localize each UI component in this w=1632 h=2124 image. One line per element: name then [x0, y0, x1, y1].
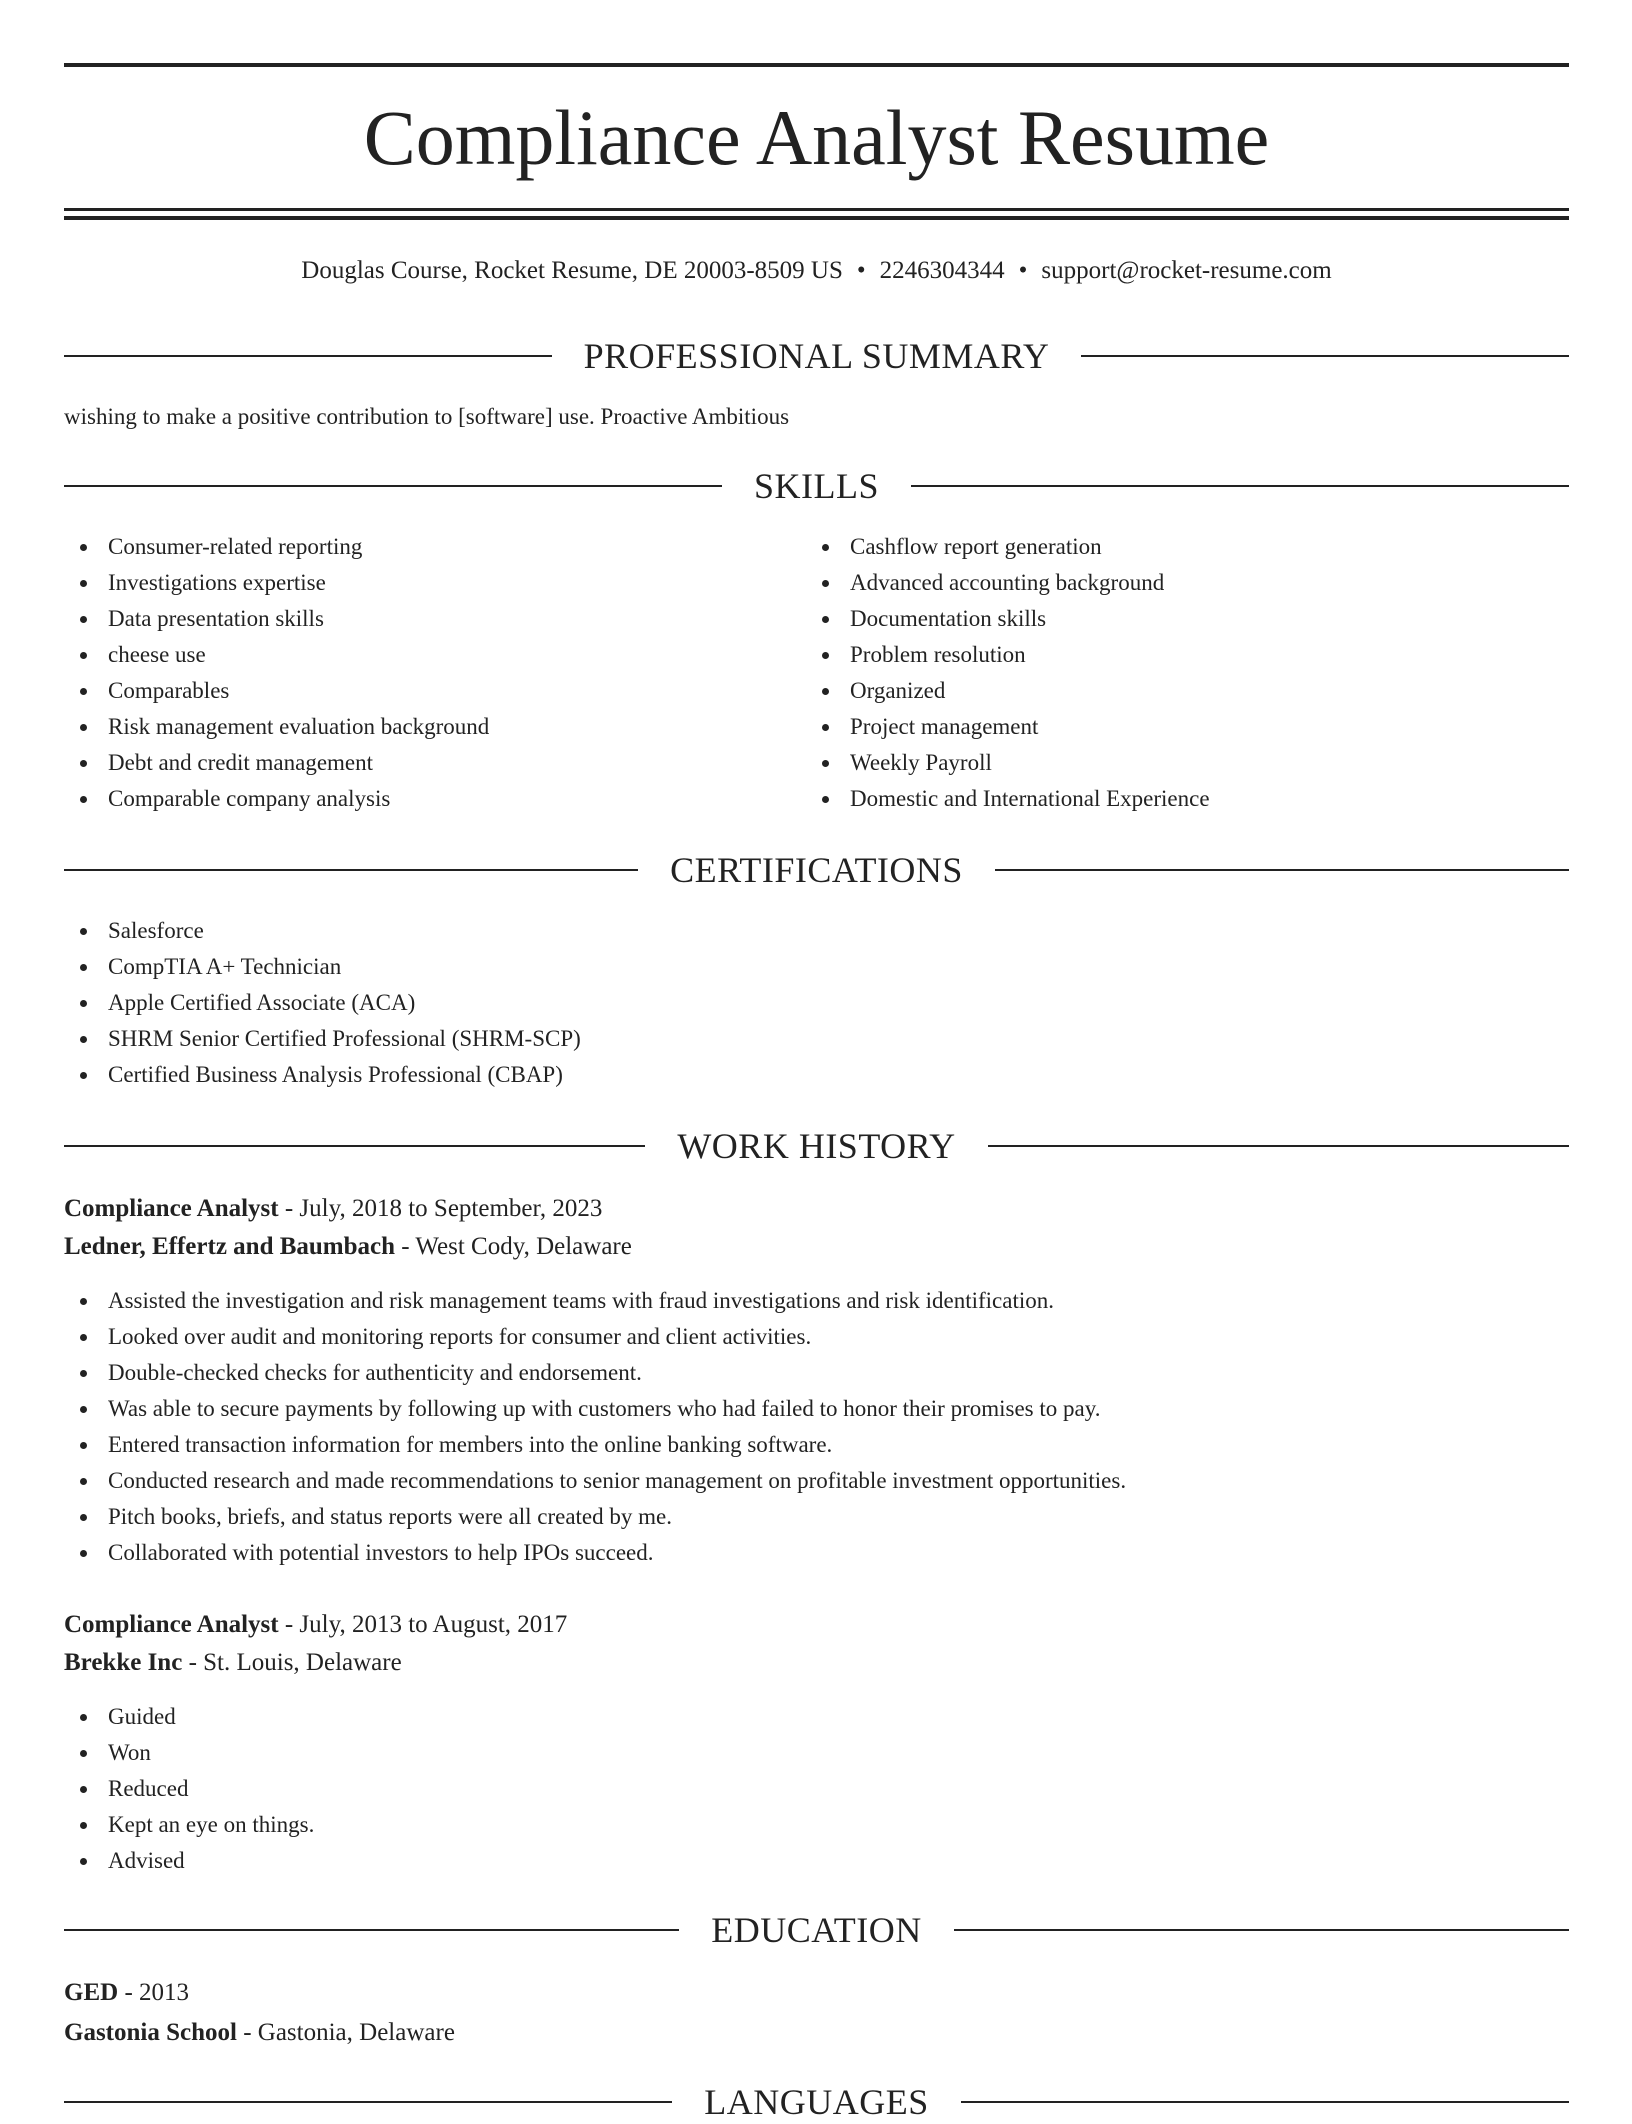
skill-item: Problem resolution: [806, 637, 1210, 673]
job-bullet: Guided: [64, 1699, 314, 1735]
job-bullet: Kept an eye on things.: [64, 1807, 314, 1843]
job-dates: - July, 2018 to September, 2023: [278, 1195, 603, 1222]
certification-item: Salesforce: [64, 913, 581, 949]
job-bullet: Collaborated with potential investors to help IPOs succeed.: [64, 1535, 1126, 1571]
job-bullet: Entered transaction information for members into the online banking software.: [64, 1427, 1126, 1463]
job-bullets: [64, 1699, 314, 1879]
contact-separator: •: [1018, 257, 1028, 284]
job-bullet: Double-checked checks for authenticity and endorsement.: [64, 1355, 1126, 1391]
job-company: Brekke Inc: [64, 1649, 183, 1676]
section-header-certifications: [64, 848, 1569, 892]
section-title-work: WORK HISTORY: [677, 1126, 956, 1166]
job-bullets: [64, 1283, 1126, 1571]
education-school-line: [64, 2015, 455, 2051]
section-rule-right: [995, 869, 1569, 871]
section-header-work: [64, 1124, 1569, 1168]
title-rule-lower: [64, 216, 1569, 220]
skills-list-right: [806, 529, 1210, 817]
certification-item: Certified Business Analysis Professional (CBAP): [64, 1057, 581, 1093]
job-title-line: [64, 1191, 602, 1227]
section-rule-right: [911, 485, 1569, 487]
section-rule-left: [64, 1929, 679, 1931]
job-bullet: Assisted the investigation and risk management teams with fraud investigations and risk identification.: [64, 1283, 1126, 1319]
job-title: Compliance Analyst: [64, 1611, 279, 1638]
skill-item: Cashflow report generation: [806, 529, 1210, 565]
section-header-languages: [64, 2080, 1569, 2124]
job-bullet: Won: [64, 1735, 314, 1771]
section-rule-right: [954, 1929, 1569, 1931]
section-header-summary: [64, 334, 1569, 378]
education-location: - Gastonia, Delaware: [236, 2019, 455, 2046]
certifications-list: [64, 913, 581, 1093]
job-location: - West Cody, Delaware: [395, 1233, 632, 1260]
section-rule-left: [64, 355, 552, 357]
section-rule-right: [988, 1145, 1569, 1147]
education-degree-line: [64, 1975, 189, 2011]
skills-list-left: [64, 529, 489, 817]
contact-separator: •: [856, 257, 866, 284]
section-rule-right: [961, 2101, 1569, 2103]
certification-item: SHRM Senior Certified Professional (SHRM-SCP): [64, 1021, 581, 1057]
job-bullet: Was able to secure payments by following up with customers who had failed to honor their promises to pay.: [64, 1391, 1126, 1427]
section-rule-left: [64, 2101, 672, 2103]
skill-item: Comparables: [64, 673, 489, 709]
section-title-languages: LANGUAGES: [704, 2082, 929, 2122]
job-company-line: [64, 1645, 402, 1681]
section-header-skills: [64, 464, 1569, 508]
skill-item: Comparable company analysis: [64, 781, 489, 817]
top-rule: [64, 63, 1569, 67]
section-rule-left: [64, 1145, 645, 1147]
skill-item: Weekly Payroll: [806, 745, 1210, 781]
skill-item: Organized: [806, 673, 1210, 709]
title-rule-upper: [64, 208, 1569, 211]
section-title-skills: SKILLS: [754, 466, 880, 506]
section-header-education: [64, 1908, 1569, 1952]
skill-item: Documentation skills: [806, 601, 1210, 637]
job-company: Ledner, Effertz and Baumbach: [64, 1233, 396, 1260]
job-company-line: [64, 1229, 632, 1265]
section-title-summary: PROFESSIONAL SUMMARY: [583, 336, 1050, 376]
job-title: Compliance Analyst: [64, 1195, 279, 1222]
education-degree: GED: [64, 1979, 119, 2006]
job-dates: - July, 2013 to August, 2017: [278, 1611, 568, 1638]
job-bullet: Pitch books, briefs, and status reports were all created by me.: [64, 1499, 1126, 1535]
resume-title: Compliance Analyst Resume: [363, 94, 1270, 181]
job-title-line: [64, 1607, 567, 1643]
skill-item: Data presentation skills: [64, 601, 489, 637]
skill-item: Investigations expertise: [64, 565, 489, 601]
skill-item: Consumer-related reporting: [64, 529, 489, 565]
skill-item: Debt and credit management: [64, 745, 489, 781]
contact-line: [8, 254, 1625, 288]
section-title-education: EDUCATION: [711, 1910, 922, 1950]
section-rule-left: [64, 485, 722, 487]
job-bullet: Reduced: [64, 1771, 314, 1807]
skill-item: Project management: [806, 709, 1210, 745]
job-bullet: Advised: [64, 1843, 314, 1879]
job-bullet: Looked over audit and monitoring reports for consumer and client activities.: [64, 1319, 1126, 1355]
education-school: Gastonia School: [64, 2019, 237, 2046]
certification-item: CompTIA A+ Technician: [64, 949, 581, 985]
skill-item: Domestic and International Experience: [806, 781, 1210, 817]
contact-address: Douglas Course, Rocket Resume, DE 20003-8509 US: [301, 257, 843, 284]
job-bullet: Conducted research and made recommendations to senior management on profitable investment opportunities.: [64, 1463, 1126, 1499]
certification-item: Apple Certified Associate (ACA): [64, 985, 581, 1021]
resume-page: [64, 0, 1569, 2122]
skill-item: Risk management evaluation background: [64, 709, 489, 745]
skill-item: Advanced accounting background: [806, 565, 1210, 601]
education-year: - 2013: [118, 1979, 190, 2006]
section-rule-left: [64, 869, 638, 871]
section-rule-right: [1081, 355, 1569, 357]
summary-text: wishing to make a positive contribution to [software] use. Proactive Ambitious: [64, 404, 790, 429]
job-location: - St. Louis, Delaware: [182, 1649, 402, 1676]
skill-item: cheese use: [64, 637, 489, 673]
section-title-certifications: CERTIFICATIONS: [670, 850, 963, 890]
contact-email[interactable]: support@rocket-resume.com: [1041, 257, 1332, 284]
contact-phone: 2246304344: [879, 257, 1005, 284]
